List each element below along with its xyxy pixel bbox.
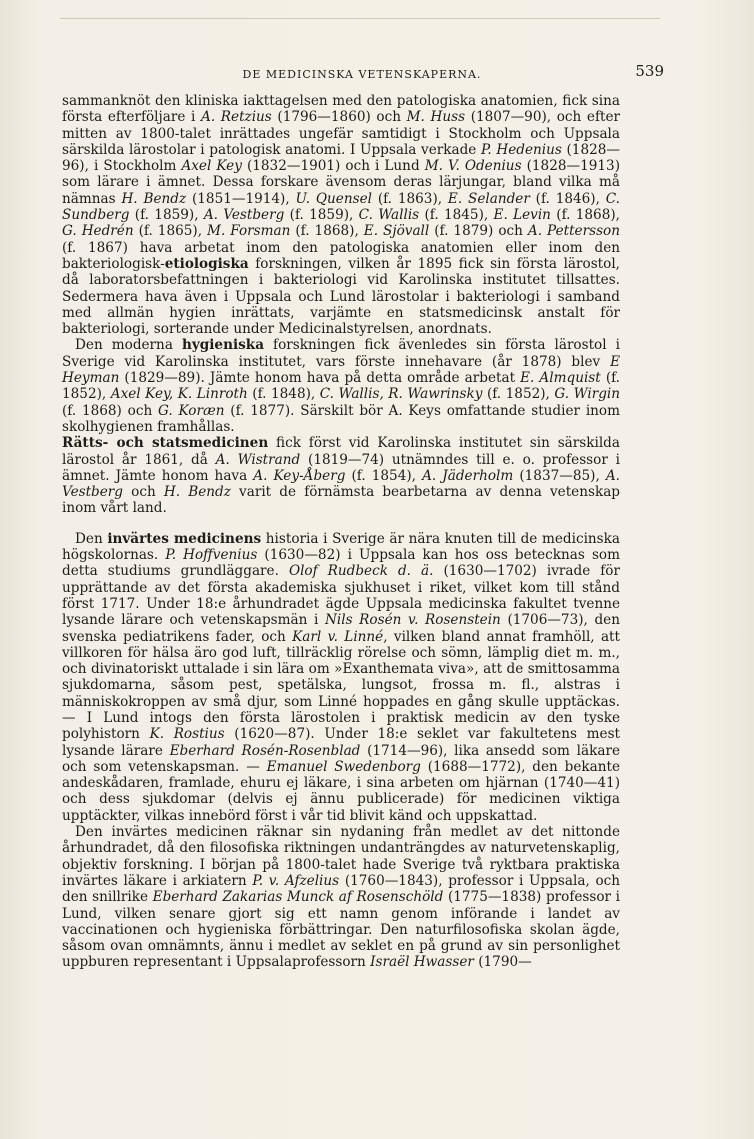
text-run: (1790—	[473, 954, 532, 971]
text-run: Den invärtes medicinen räknar sin nydaning från medlet av det nittonde århundradet, då den filosofiska riktningen undanträngdes av naturvetenskaplig, objektiv forskning. I början på 1800-talet hade Sverige två ryktbara praktiska invärtes läkare i arkiatern	[62, 824, 620, 889]
italic-name: E. Almquist	[520, 370, 601, 387]
italic-name: C. Sundberg	[62, 190, 621, 224]
italic-name: U. Quensel	[295, 190, 372, 207]
text-run: (f. 1845),	[419, 207, 494, 224]
italic-name: M. V. Odenius	[424, 158, 522, 175]
body-text	[62, 93, 620, 971]
page-number: 539	[635, 62, 664, 80]
italic-name: K. Rostius	[149, 726, 225, 743]
text-run: (1714—96), lika ansedd som läkare och som vetenskapsman. —	[62, 742, 620, 775]
text-run: (1630—82) i Uppsala kan hos oss betecknas som detta studiums grundläggare.	[62, 547, 620, 580]
text-run: (f. 1879) och	[429, 223, 528, 240]
text-run: och	[123, 484, 164, 501]
text-run: fick först vid Karolinska institutet sin särskilda lärostol år 1861, då	[62, 435, 620, 468]
italic-name: A. Pettersson	[527, 223, 620, 240]
italic-name: M. Huss	[406, 109, 466, 126]
text-run: forskningen fick ävenledes sin första lärostol i Sverige vid Karolinska institutet, vars förste innehavare (år 1878) blev	[62, 337, 620, 370]
text-run: (1837—85),	[513, 467, 606, 484]
italic-name: A. Vestberg	[62, 467, 620, 501]
text-run: (f. 1848),	[247, 386, 320, 403]
paragraph-pathology	[62, 93, 620, 337]
italic-name: Axel Key	[181, 158, 242, 175]
paragraph-internal-medicine-modern	[62, 824, 620, 971]
text-run: forskningen, vilken år 1895 fick sin första lärostol, då laboratorsbefattningen i bakteriologi vid Karolinska institutet tillsattes. Sedermera hava även i Uppsala och Lund lärostolar i bakteriologi i samband med allmän hygien inrättats, varjämte en statsmedicinsk anstalt för bakteriologi, sorterande under Medicinalstyrelsen, anordnats.	[62, 255, 620, 338]
text-run: (1828—1913) som lärare i ämnet. Dessa forskare ävensom deras lärjungar, bland vilka må nämnas	[62, 158, 620, 207]
page-header	[60, 64, 664, 84]
text-run: sammanknöt den kliniska iakttagelsen med den patologiska anatomien, fick sina första efterföljare i	[62, 93, 620, 126]
italic-name: Eberhard Zakarias Munck af Rosenschöld	[152, 889, 444, 906]
text-run: Den	[75, 530, 108, 547]
italic-name: Nils Rosén v. Rosenstein	[324, 612, 501, 629]
text-run: (1796—1860) och	[271, 109, 407, 126]
text-run: (1688—1772), den bekante andeskådaren, framlade, ehuru ej läkare, i sina arbeten om hjärnan (1740—41) och dess sjukdomar (delvis ej ännu publicerade) för medicinen viktiga upptäckter, vilkas innebörd först i vår tid blivit känd och uppskattad.	[62, 758, 620, 824]
italic-name: Israël Hwasser	[370, 954, 474, 971]
italic-name: Eberhard Rosén-Rosenblad	[169, 742, 361, 759]
text-run: (f. 1852),	[62, 370, 620, 403]
italic-name: E. Levin	[493, 207, 551, 224]
text-run: (f. 1867) hava arbetat inom den patologiska anatomien eller inom den bakteriologisk-	[62, 239, 620, 272]
bold-term: invärtes medicinens	[107, 530, 262, 547]
paragraph-forensic-medicine	[62, 435, 620, 516]
text-run: (1706—73), den svenska pediatrikens fader, och	[62, 612, 620, 645]
italic-name: G. Hedrén	[62, 223, 134, 240]
italic-name: Karl v. Linné	[292, 628, 384, 645]
text-run: (f. 1877). Särskilt bör A. Keys omfattande studier inom skolhygienen framhållas.	[62, 402, 620, 435]
italic-name: P. v. Afzelius	[252, 872, 340, 889]
text-run: (f. 1868),	[290, 223, 364, 240]
italic-name: A. Key-Åberg	[253, 467, 346, 484]
text-run: (1851—1914),	[186, 190, 296, 207]
italic-name: A. Retzius	[201, 109, 272, 126]
text-run: (f. 1865),	[133, 223, 208, 240]
text-run: (1819—74) utnämndes till e. o. professor i ämnet. Jämte honom hava	[62, 451, 620, 484]
italic-name: G. Koræn	[158, 402, 225, 419]
bold-term: hygieniska	[181, 337, 264, 354]
text-run: , vilken bland annat framhöll, att villkoren för hälsa äro god luft, tillräcklig rörelse och sömn, lämplig diet m. m., och divinatoriskt uttalade i sin lära om »Exanthemata viva», att de smittosamma sjukdomarna, såsom pest, spetälska, lungsot, frossa m. fl., alstras i människokroppen av små djur, som Linné hoppades en gång skulle upptäckas. — I Lund intogs den första lärostolen i praktisk medicin av den tyske polyhistorn	[62, 628, 620, 743]
italic-name: G. Wirgin	[554, 386, 621, 403]
italic-name: E. Sjövall	[363, 223, 430, 240]
paragraph-internal-medicine-history	[62, 531, 620, 824]
italic-name: Emanuel Swedenborg	[266, 758, 421, 775]
italic-name: E. Selander	[447, 190, 530, 207]
text-run: (f. 1859),	[129, 207, 204, 224]
italic-name: Axel Key, K. Linroth	[110, 386, 248, 403]
italic-name: Olof Rudbeck d. ä.	[288, 563, 434, 580]
text-run: (1807—90), och efter mitten av 1800-talet inrättades ungefär samtidigt i Stockholm och Uppsala särskilda lärostolar i patologisk anatomi. I Uppsala verkade	[62, 109, 621, 158]
text-run: (1828—96), i Stockholm	[62, 141, 620, 175]
italic-name: C. Wallis, R. Wawrinsky	[319, 386, 483, 403]
page-edge-rule	[60, 18, 660, 19]
text-run: (1832—1901) och i Lund	[241, 158, 425, 175]
text-run: (1620—87). Under 18:e seklet var fakultetens mest lysande lärare	[62, 726, 621, 759]
text-run: (f. 1859),	[284, 207, 359, 224]
italic-name: P. Hoffvenius	[165, 547, 258, 564]
italic-name: M. Forsman	[207, 223, 291, 240]
italic-name: H. Bendz	[121, 190, 187, 207]
text-run: (f. 1846),	[529, 190, 606, 207]
text-run: varit de förnämsta bearbetarna av denna vetenskap inom vårt land.	[62, 484, 621, 517]
text-run: historia i Sverige är nära knuten till de medicinska högskolornas.	[62, 530, 620, 564]
text-run: Den moderna	[75, 337, 182, 354]
text-run: (1630—1702) ivrade för upprättande av det första akademiska sjukhuset i riket, vilket kom till stånd först 1717. Under 18:e århundradet ägde Uppsala medicinska fakultet tvenne lysande lärare och vetenskapsmän i	[62, 563, 620, 629]
text-run: (f. 1868) och	[62, 402, 158, 419]
italic-name: E Heyman	[62, 353, 620, 387]
text-run: (f. 1863),	[371, 190, 448, 207]
text-run: (1775—1838) professor i Lund, vilken senare gjort sig ett namn genom införande i landet av vaccinationen och hygieniska förbättringar. Den naturfilosofiska skolan ägde, såsom ovan omnämnts, ännu i medlet av seklet en på grund av sin personlighet uppburen representant i Uppsalaprofessorn	[62, 889, 620, 971]
running-head: DE MEDICINSKA VETENSKAPERNA.	[242, 68, 482, 81]
text-run: (f. 1852),	[482, 386, 555, 403]
italic-name: P. Hedenius	[481, 141, 562, 158]
bold-term: Rätts- och statsmedicinen	[62, 435, 269, 452]
italic-name: A. Jäderholm	[422, 467, 514, 484]
bold-term: etiologiska	[164, 255, 249, 272]
italic-name: H. Bendz	[163, 484, 231, 501]
paragraph-hygiene	[62, 337, 620, 435]
italic-name: C. Wallis	[358, 207, 420, 224]
italic-name: A. Vestberg	[203, 207, 285, 224]
text-run: (1760—1843), professor i Uppsala, och den snillrike	[62, 872, 621, 906]
italic-name: A. Wistrand	[215, 451, 301, 468]
text-run: (f. 1854),	[345, 467, 423, 484]
text-run: (1829—89). Jämte honom hava på detta område arbetat	[119, 370, 521, 387]
text-run: (f. 1868),	[550, 207, 620, 224]
